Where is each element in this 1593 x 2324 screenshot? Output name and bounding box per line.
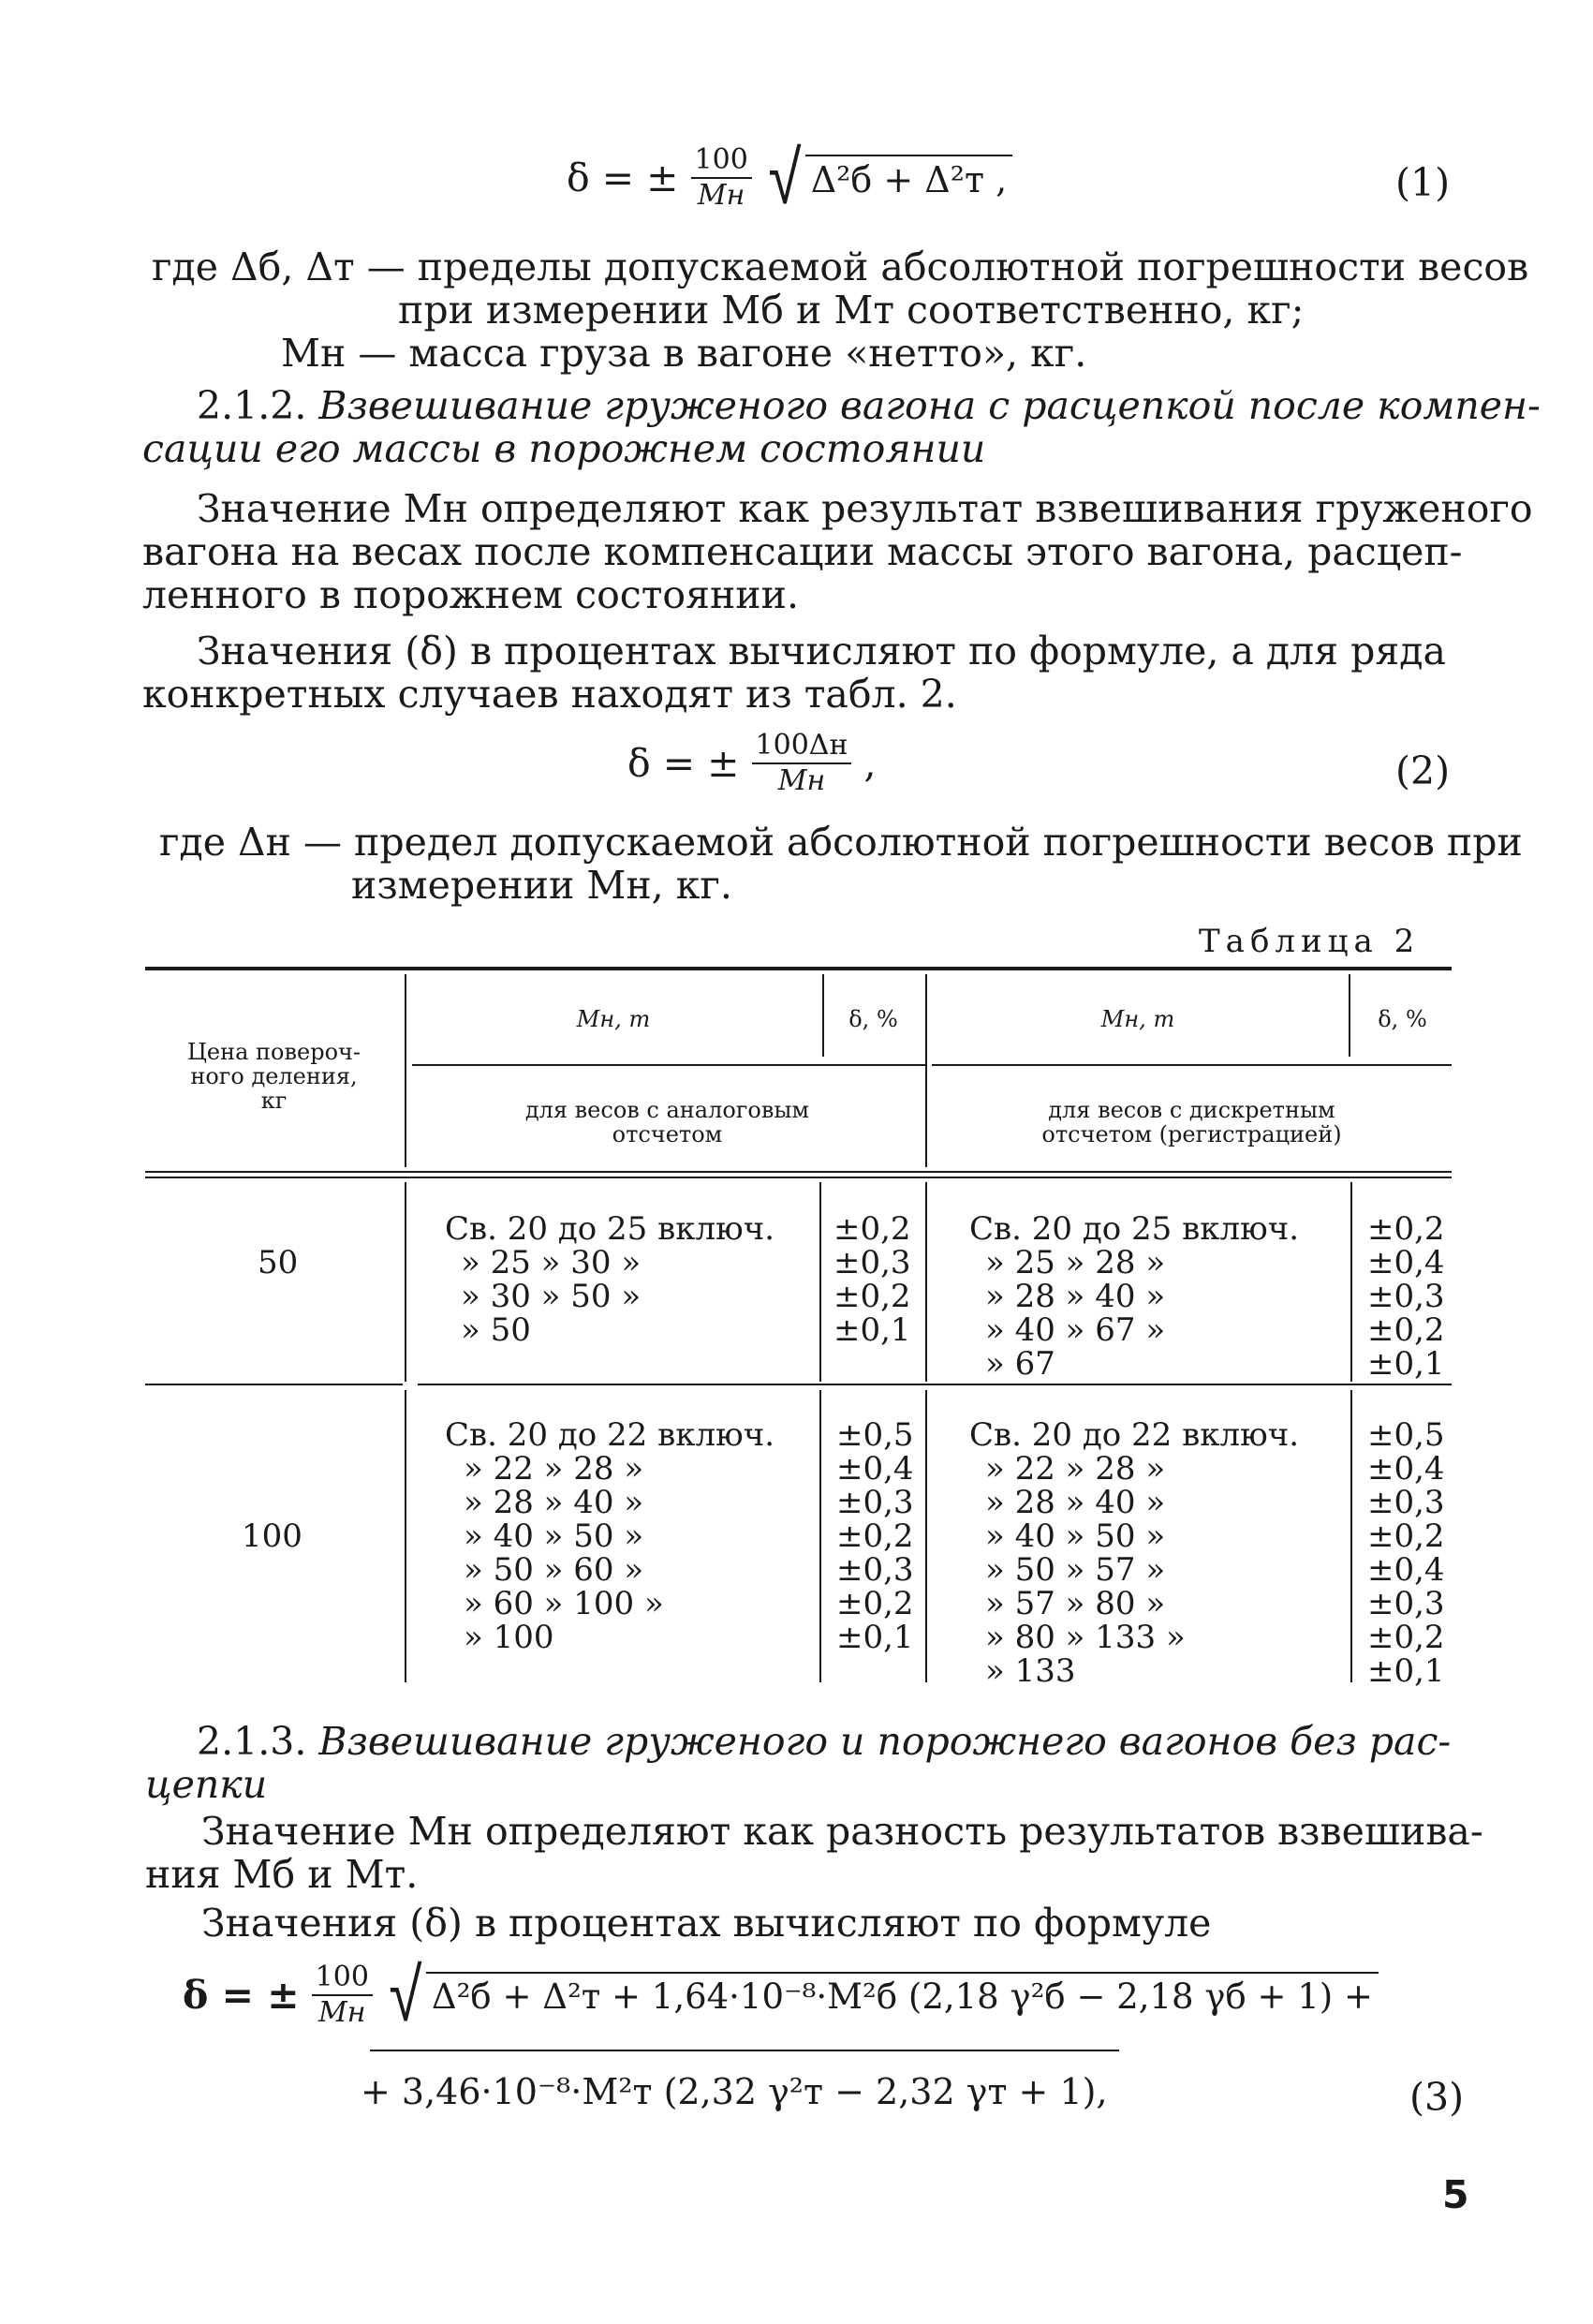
para-2-line-2: конкретных случаев находят из табл. 2.: [142, 672, 957, 717]
formula-3-numerator: 100: [312, 1961, 373, 1996]
para-1-line-2: вагона на весах после компенсации массы этого вагона, расцеп-: [142, 529, 1463, 574]
table-head-price: Цена повероч- ного деления, кг: [186, 1039, 361, 1114]
table-row: » 50 » 60 »: [464, 1551, 644, 1589]
where-2-line-2: измерении Mн, кг.: [351, 863, 732, 908]
table-row: Св. 20 до 25 включ.: [445, 1210, 775, 1248]
para-1-line-3: ленного в порожнем состоянии.: [142, 572, 799, 617]
formula-3-number: (3): [1409, 2075, 1465, 2120]
table-row: Св. 20 до 22 включ.: [969, 1416, 1300, 1454]
formula-1: [567, 134, 1012, 225]
table-cell-delta: ±0,2: [836, 1585, 914, 1622]
table-caption: Таблица 2: [1199, 923, 1421, 960]
table-cell-delta: ±0,5: [836, 1416, 914, 1454]
table-row: Св. 20 до 25 включ.: [969, 1210, 1300, 1248]
formula-3-lhs: δ = ±: [183, 1973, 300, 2018]
formula-1-number: (1): [1395, 160, 1451, 205]
table-row: » 25 » 30 »: [461, 1244, 642, 1281]
sqrt-sign: √: [389, 1951, 422, 2038]
table-cell-delta: ±0,1: [1367, 1652, 1445, 1690]
formula-2-number: (2): [1395, 748, 1451, 793]
table-row: » 100: [464, 1619, 554, 1656]
table-cell-delta: ±0,2: [1367, 1619, 1445, 1656]
formula-3-fraction: [312, 1961, 373, 2030]
table-head-delta-discrete: δ, %: [1378, 1006, 1427, 1032]
table-head-mn-discrete: Mн, т: [1100, 1006, 1175, 1032]
table-cell-delta: ±0,2: [1367, 1517, 1445, 1555]
table-row: » 25 » 28 »: [985, 1244, 1166, 1281]
table-sub-analog: для весов с аналоговым отсчетом: [524, 1097, 810, 1147]
table-row: » 40 » 50 »: [985, 1517, 1166, 1555]
para-4: Значения (δ) в процентах вычисляют по формуле: [201, 1901, 1212, 1946]
table-cell-delta: ±0,4: [1367, 1551, 1445, 1589]
table-row: » 28 » 40 »: [464, 1484, 644, 1521]
para-3-line-2: ния Mб и Mт.: [145, 1852, 419, 1897]
where-1-line-2: при измерении Mб и Mт соответственно, кг;: [398, 288, 1305, 333]
formula-1-denominator: Mн: [697, 179, 745, 212]
formula-2: [627, 729, 877, 798]
table-cell-delta: ±0,2: [1367, 1210, 1445, 1248]
section-title: Взвешивание груженого и порожнего вагонов без рас-: [318, 1719, 1452, 1764]
section-number: 2.1.3.: [197, 1719, 307, 1764]
table-cell-delta: ±0,3: [836, 1484, 914, 1521]
table-cell-delta: ±0,3: [1367, 1278, 1445, 1315]
section-2-1-3-title-line-2: цепки: [145, 1762, 268, 1807]
table-cell-delta: ±0,2: [836, 1517, 914, 1555]
table-row: Св. 20 до 22 включ.: [445, 1416, 775, 1454]
table-cell-delta: ±0,3: [1367, 1484, 1445, 1521]
table-cell-delta: ±0,5: [1367, 1416, 1445, 1454]
formula-3-line-2: + 3,46·10⁻⁸·M²т (2,32 γ²т − 2,32 γт + 1),: [361, 2071, 1108, 2112]
table-row: » 22 » 28 »: [464, 1450, 644, 1488]
table-row: » 57 » 80 »: [985, 1585, 1166, 1622]
section-title: Взвешивание груженого вагона с расцепкой после компен-: [318, 383, 1541, 428]
formula-2-fraction: [752, 729, 852, 798]
section-number: 2.1.2.: [197, 383, 307, 428]
para-1-line-1: Значение Mн определяют как результат взвешивания груженого: [197, 486, 1533, 531]
table-cell-delta: ±0,2: [833, 1210, 911, 1248]
para-3-line-1: Значение Mн определяют как разность результатов взвешива-: [201, 1809, 1483, 1854]
where-2-line-1: где Δн — предел допускаемой абсолютной погрешности весов при: [159, 820, 1523, 865]
table-row: » 67: [985, 1345, 1055, 1383]
table-cell-delta: ±0,3: [836, 1551, 914, 1589]
table-row: » 30 » 50 »: [461, 1278, 642, 1315]
formula-2-tail: ,: [863, 741, 877, 786]
section-2-1-2-title-line-2: сации его массы в порожнем состоянии: [142, 426, 986, 471]
table-row: » 80 » 133 »: [985, 1619, 1186, 1656]
page-number: 5: [1442, 2172, 1469, 2217]
group-price: 100: [242, 1517, 302, 1555]
table-cell-delta: ±0,3: [833, 1244, 911, 1281]
table-cell-delta: ±0,1: [833, 1311, 911, 1349]
table-cell-delta: ±0,1: [836, 1619, 914, 1656]
table-cell-delta: ±0,1: [1367, 1345, 1445, 1383]
table-row: » 28 » 40 »: [985, 1484, 1166, 1521]
formula-1-numerator: 100: [691, 143, 752, 179]
formula-1-radicand: Δ²б + Δ²т ,: [805, 155, 1012, 201]
formula-3-denominator: Mн: [318, 1996, 366, 2029]
formula-3-radicand: Δ²б + Δ²т + 1,64·10⁻⁸·M²б (2,18 γ²б − 2,18 γб + 1) +: [426, 1972, 1379, 2019]
table-row: » 40 » 50 »: [464, 1517, 644, 1555]
formula-3-line-1: [183, 1951, 1379, 2038]
section-2-1-2-heading: [197, 384, 1541, 427]
table-row: » 133: [985, 1652, 1076, 1690]
formula-2-denominator: Mн: [777, 764, 826, 797]
table-row: » 50 » 57 »: [985, 1551, 1166, 1589]
table-cell-delta: ±0,2: [833, 1278, 911, 1315]
table-row: » 60 » 100 »: [464, 1585, 664, 1622]
table-sub-discrete: для весов с дискретным отсчетом (регистрацией): [1041, 1097, 1342, 1147]
table-row: » 22 » 28 »: [985, 1450, 1166, 1488]
table-row: » 40 » 67 »: [985, 1311, 1166, 1349]
para-2-line-1: Значения (δ) в процентах вычисляют по формуле, а для ряда: [197, 629, 1446, 674]
table-row: » 28 » 40 »: [985, 1278, 1166, 1315]
table-row: » 50: [461, 1311, 531, 1349]
sqrt-sign: √: [768, 134, 802, 221]
formula-1-lhs: δ = ±: [567, 155, 679, 200]
where-1-line-1: где Δб, Δт — пределы допускаемой абсолютной погрешности весов: [152, 244, 1529, 289]
table-head-delta-analog: δ, %: [848, 1006, 898, 1032]
table-cell-delta: ±0,4: [1367, 1450, 1445, 1488]
formula-2-numerator: 100Δн: [752, 729, 852, 764]
table-cell-delta: ±0,4: [1367, 1244, 1445, 1281]
table-cell-delta: ±0,2: [1367, 1311, 1445, 1349]
table-head-mn-analog: Mн, т: [576, 1006, 651, 1032]
formula-1-fraction: [691, 143, 752, 213]
where-1-line-3: Mн — масса груза в вагоне «нетто», кг.: [281, 331, 1087, 376]
formula-2-lhs: δ = ±: [627, 741, 740, 786]
table-cell-delta: ±0,4: [836, 1450, 914, 1488]
section-2-1-3-heading: [197, 1720, 1451, 1763]
group-price: 50: [258, 1244, 299, 1281]
table-cell-delta: ±0,3: [1367, 1585, 1445, 1622]
